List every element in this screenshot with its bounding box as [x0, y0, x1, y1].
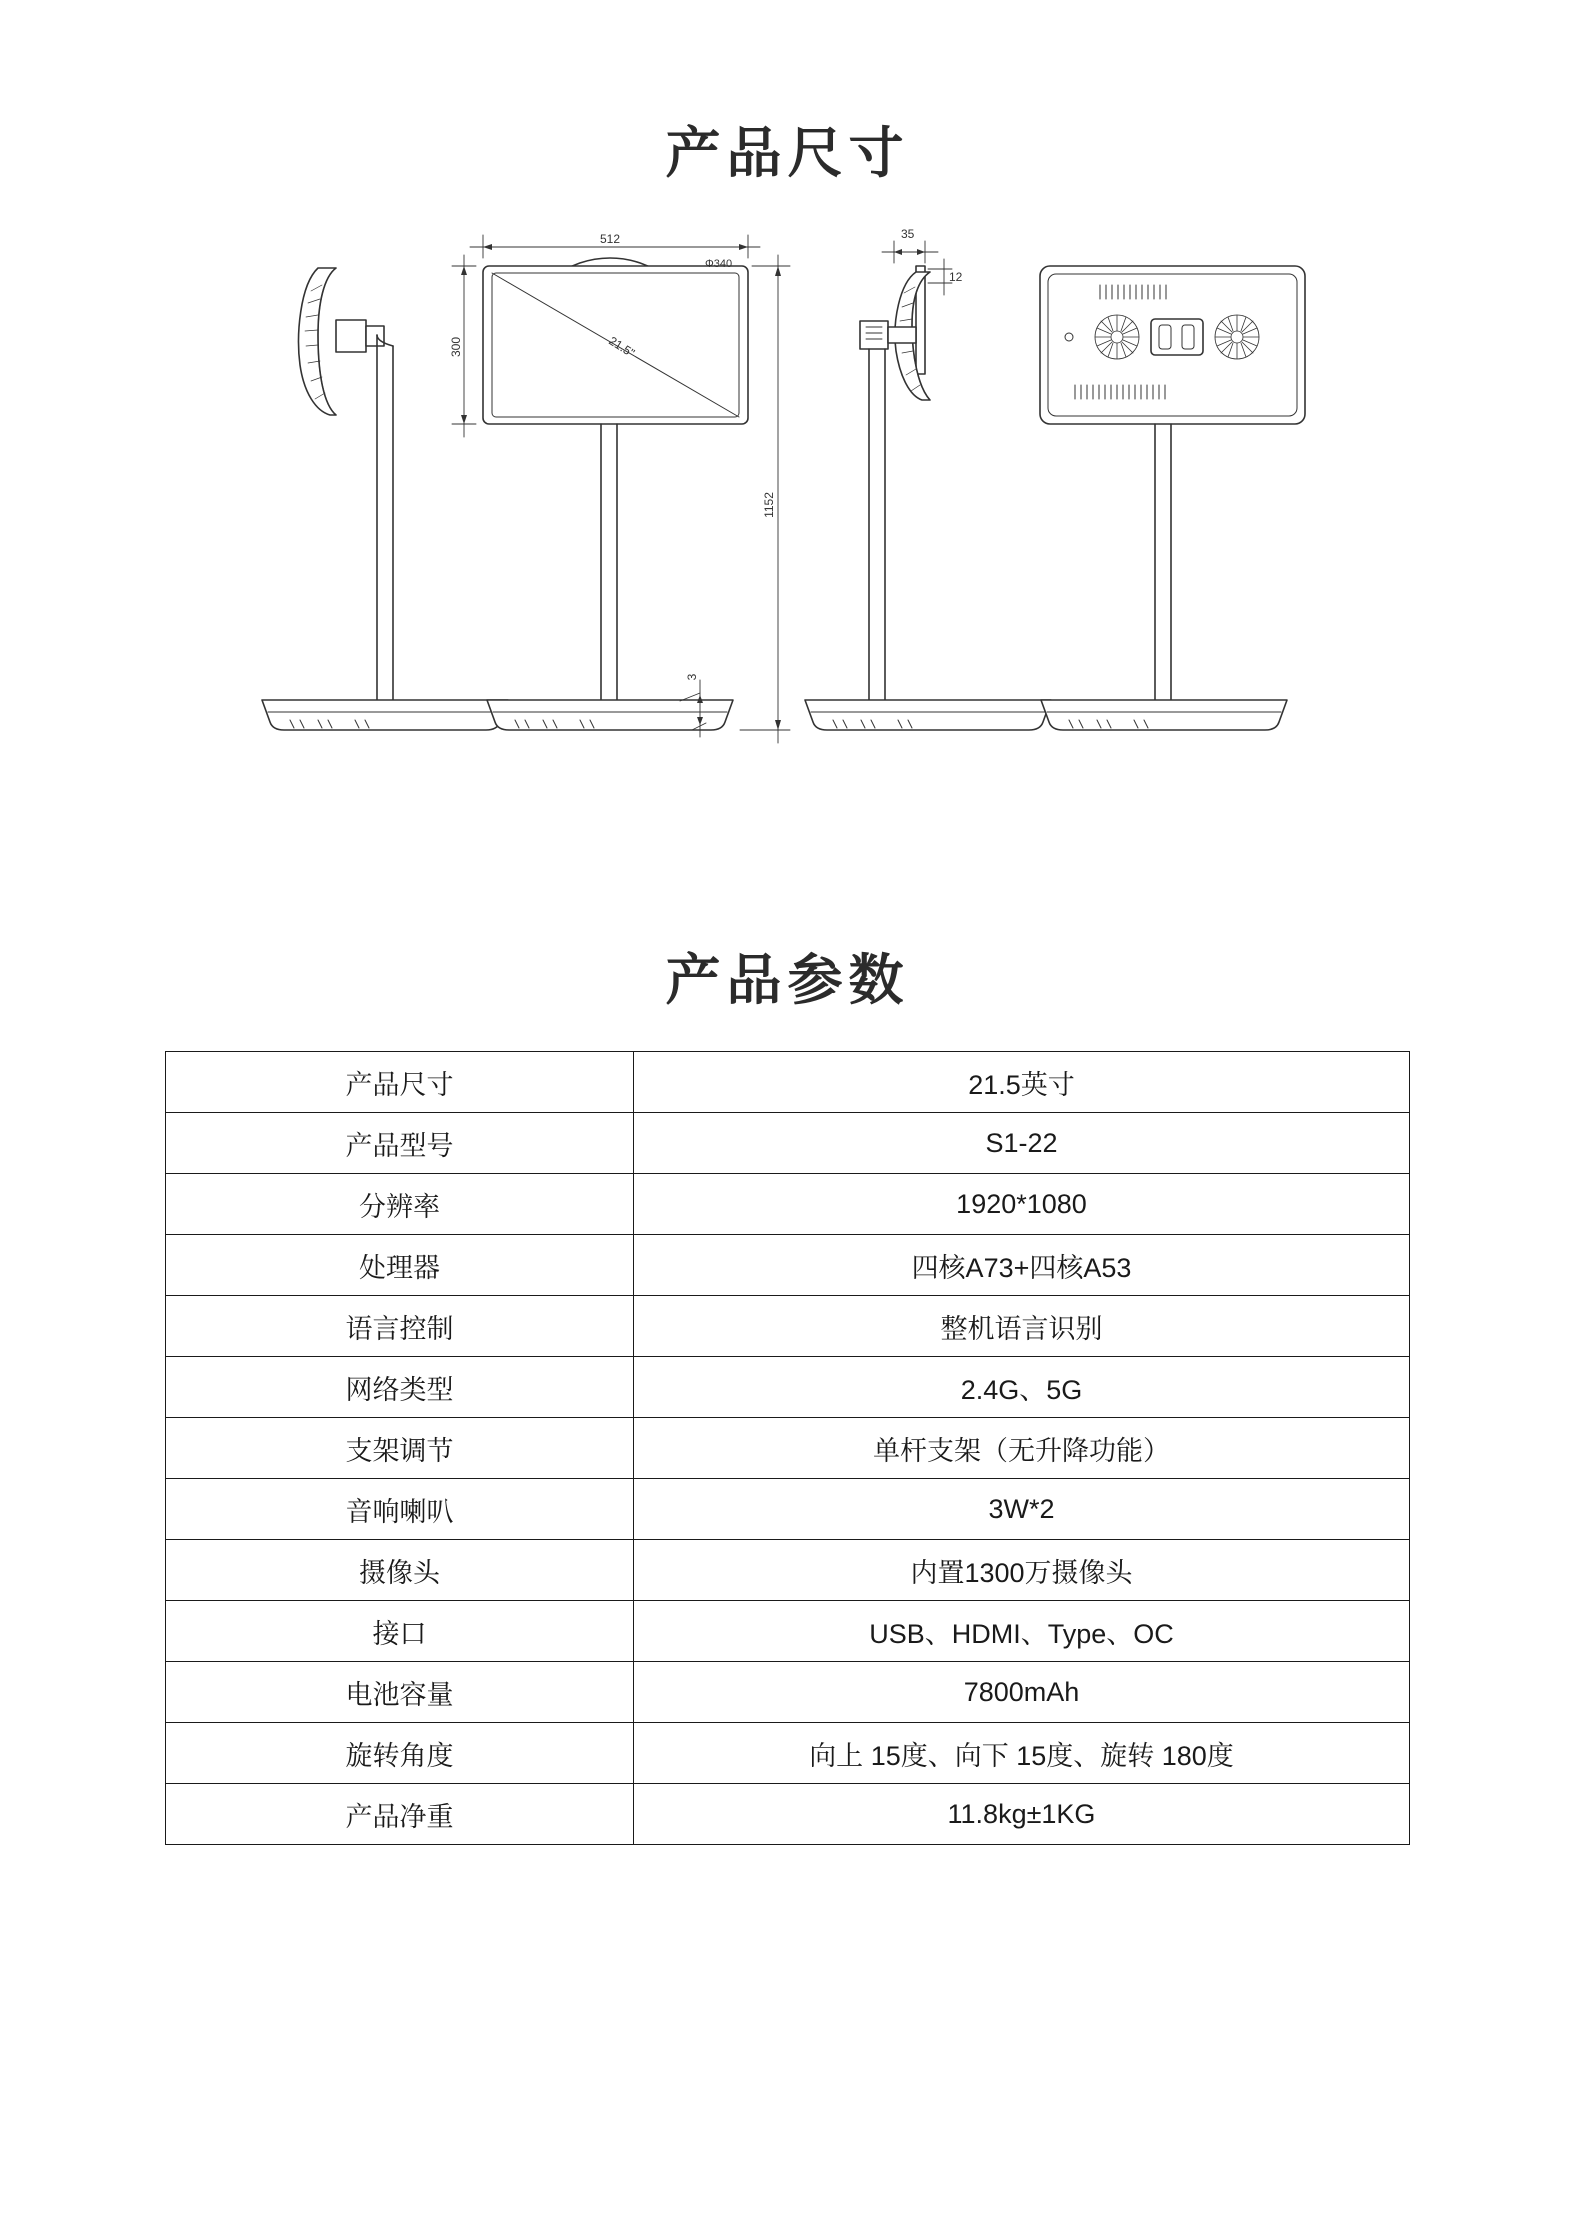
page-title-dimensions: 产品尺寸	[665, 121, 910, 184]
spec-value-cell: 11.8kg±1KG	[634, 1784, 1410, 1845]
spec-label-cell: 产品尺寸	[166, 1052, 634, 1113]
table-row	[166, 1052, 1410, 1113]
spec-label-cell: 产品型号	[166, 1113, 634, 1174]
dim-label-depth: 35	[901, 226, 915, 241]
elevation-view-side	[805, 241, 1051, 730]
document-page	[0, 37, 1575, 2230]
dim-label-screen-height: 300	[449, 336, 463, 357]
table-row	[166, 1540, 1410, 1601]
product-dimension-drawing	[0, 225, 1575, 865]
table-row	[166, 1113, 1410, 1174]
spec-label-cell: 语言控制	[166, 1296, 634, 1357]
spec-value-cell: 内置1300万摄像头	[634, 1540, 1410, 1601]
spec-table-wrapper	[0, 1051, 1575, 1845]
table-row	[166, 1662, 1410, 1723]
product-spec-table	[165, 1051, 1410, 1845]
spec-label-cell: 接口	[166, 1601, 634, 1662]
spec-value-cell: 7800mAh	[634, 1662, 1410, 1723]
spec-label-cell: 网络类型	[166, 1357, 634, 1418]
spec-value-cell: 向上 15度、向下 15度、旋转 180度	[634, 1723, 1410, 1784]
table-row	[166, 1723, 1410, 1784]
table-row	[166, 1784, 1410, 1845]
table-row	[166, 1235, 1410, 1296]
spec-label-cell: 分辨率	[166, 1174, 634, 1235]
dim-label-total-height: 1152	[762, 491, 776, 518]
elevation-view-front	[452, 235, 790, 743]
spec-value-cell: 3W*2	[634, 1479, 1410, 1540]
spec-value-cell: 1920*1080	[634, 1174, 1410, 1235]
spec-value-cell: 单杆支架（无升降功能）	[634, 1418, 1410, 1479]
table-row	[166, 1174, 1410, 1235]
spec-label-cell: 支架调节	[166, 1418, 634, 1479]
table-row	[166, 1296, 1410, 1357]
spec-value-cell: 四核A73+四核A53	[634, 1235, 1410, 1296]
spec-label-cell: 处理器	[166, 1235, 634, 1296]
spec-label-cell: 音响喇叭	[166, 1479, 634, 1540]
table-row	[166, 1357, 1410, 1418]
table-row	[166, 1479, 1410, 1540]
dim-label-thickness: 12	[949, 269, 963, 284]
spec-label-cell: 产品净重	[166, 1784, 634, 1845]
page-title-specs: 产品参数	[665, 948, 910, 1011]
dim-label-diagonal: 21.5"	[606, 333, 638, 360]
dim-label-screen-width: 512	[600, 231, 621, 246]
spec-label-cell: 摄像头	[166, 1540, 634, 1601]
dim-label-base-thickness: 3	[685, 673, 699, 681]
dim-label-base-diameter: Φ340	[705, 257, 733, 270]
spec-value-cell: USB、HDMI、Type、OC	[634, 1601, 1410, 1662]
elevation-view-left	[262, 268, 508, 730]
spec-value-cell: 2.4G、5G	[634, 1357, 1410, 1418]
table-row	[166, 1418, 1410, 1479]
spec-value-cell: S1-22	[634, 1113, 1410, 1174]
spec-value-cell: 21.5英寸	[634, 1052, 1410, 1113]
spec-label-cell: 电池容量	[166, 1662, 634, 1723]
spec-label-cell: 旋转角度	[166, 1723, 634, 1784]
rear-view	[1040, 266, 1305, 730]
table-row	[166, 1601, 1410, 1662]
spec-value-cell: 整机语言识别	[634, 1296, 1410, 1357]
